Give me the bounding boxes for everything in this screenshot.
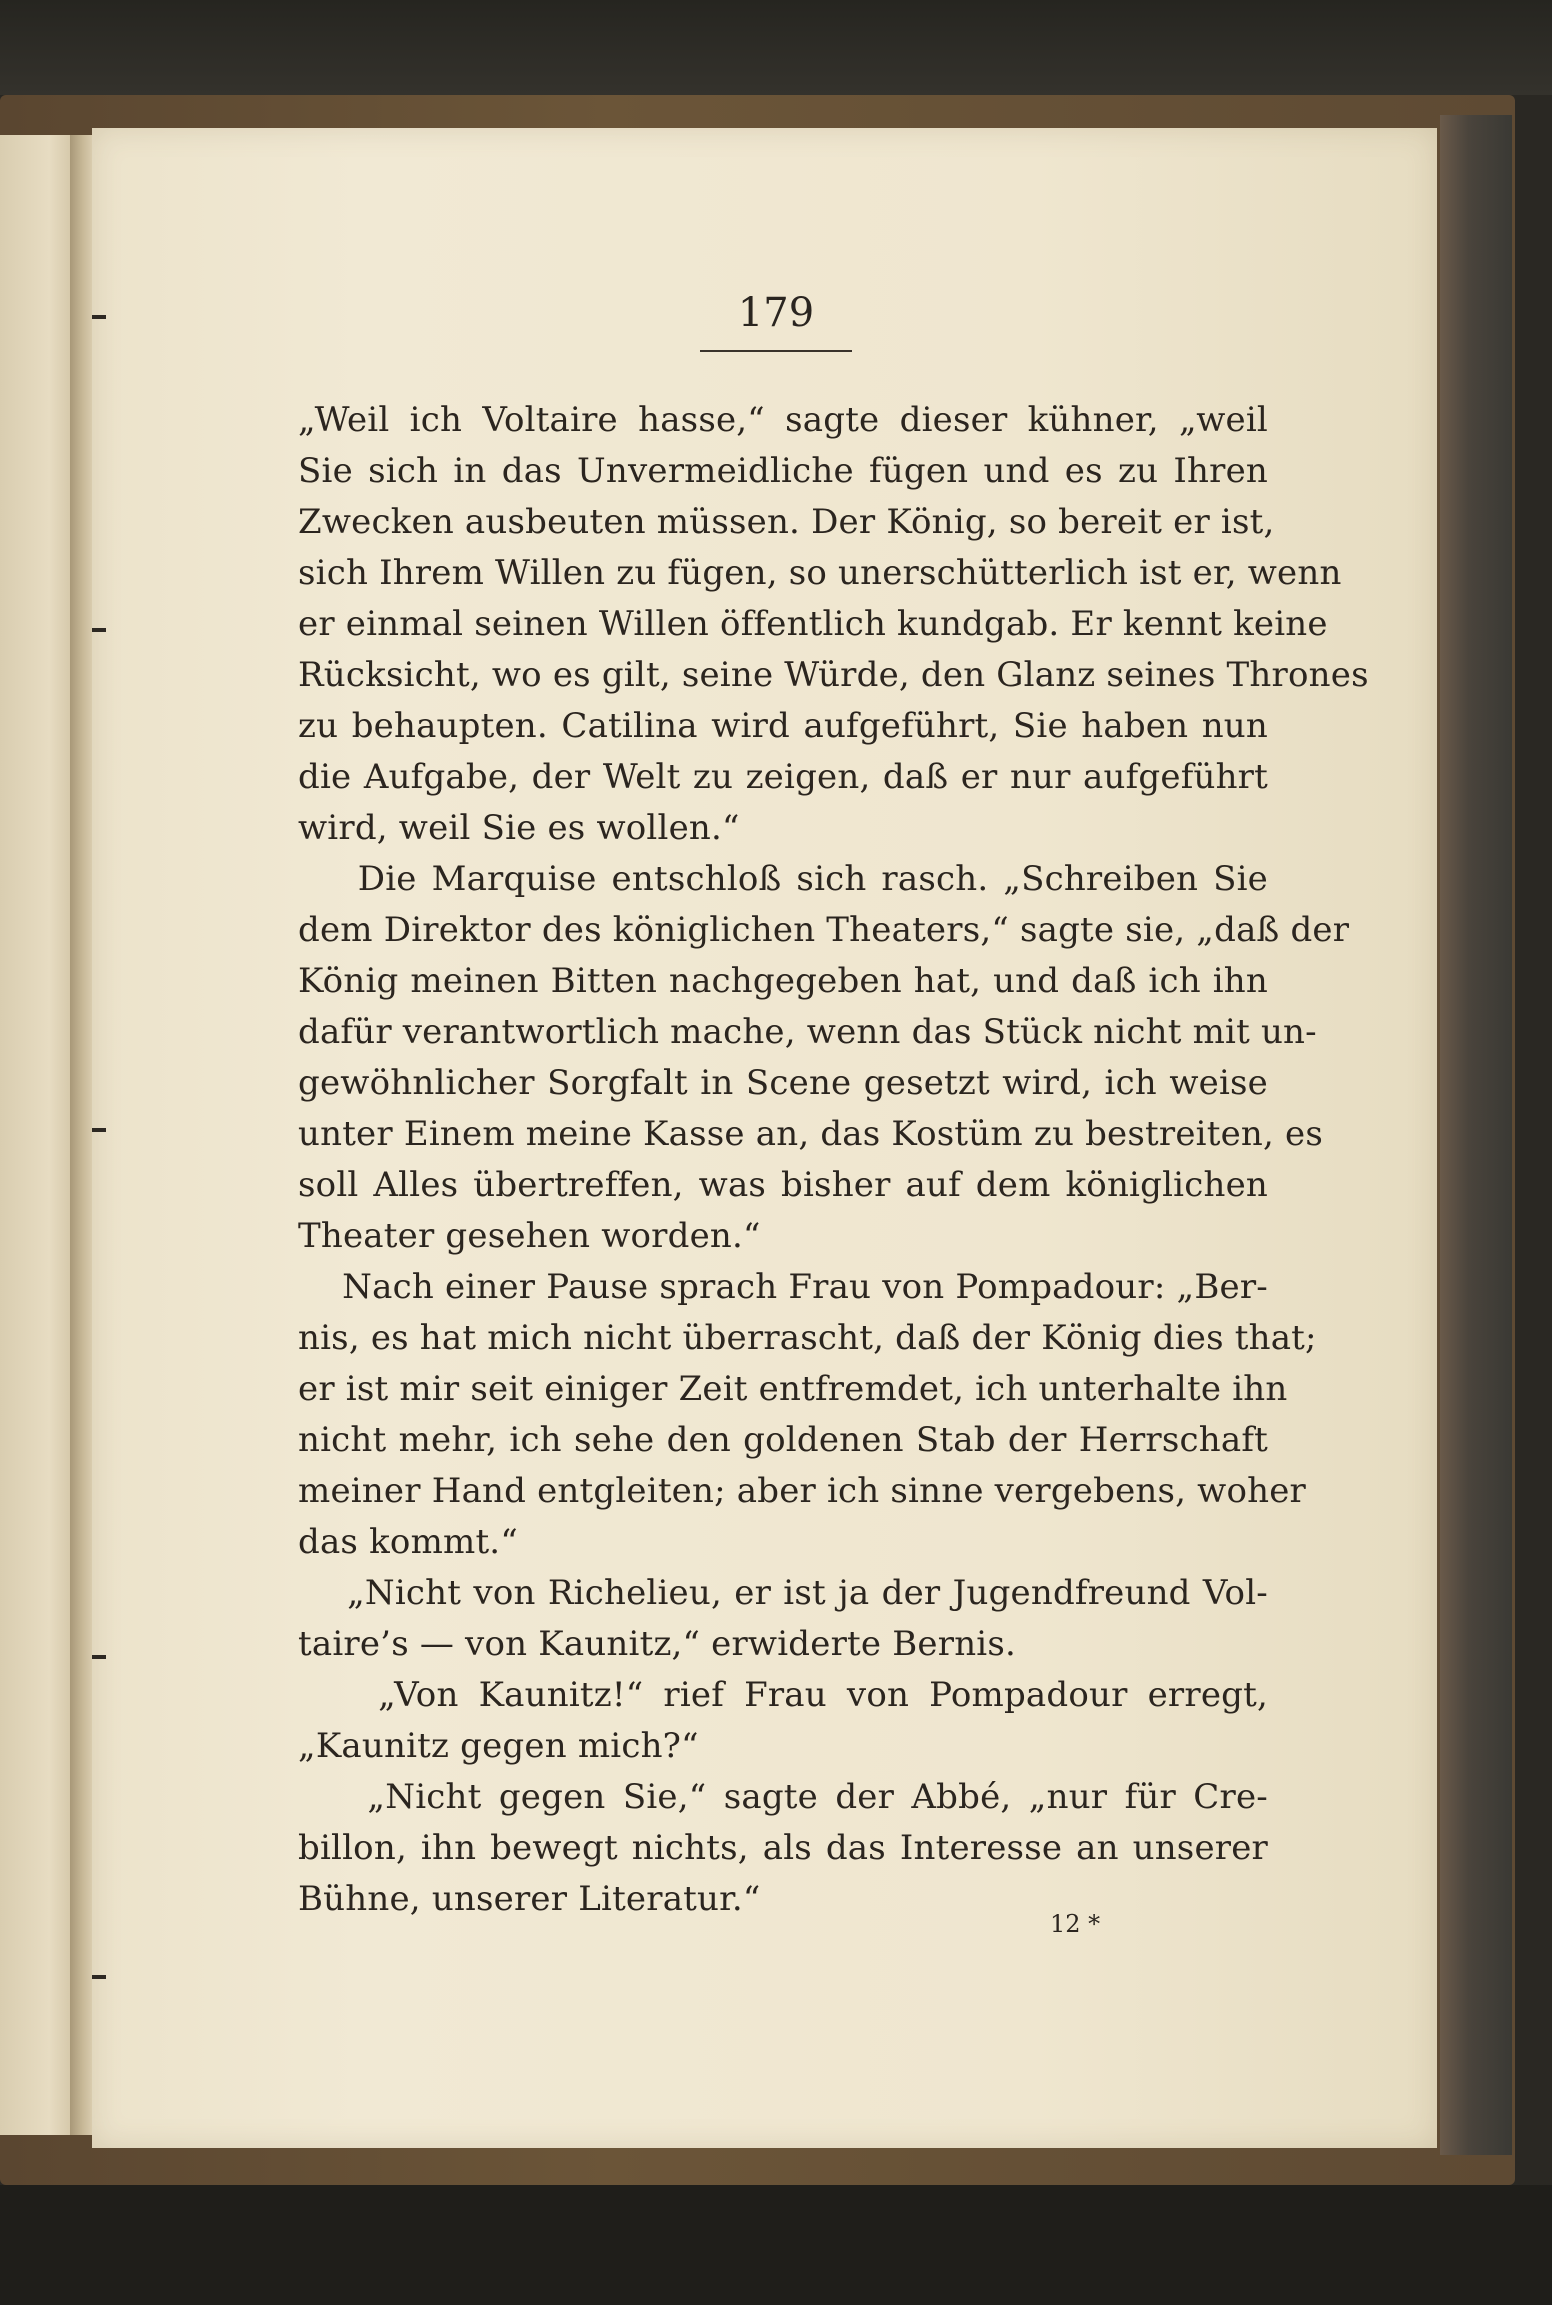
text-line: sich Ihrem Willen zu fügen, so unerschütterlich ist er, wenn	[298, 553, 1342, 593]
page-mark	[92, 1655, 106, 1659]
text-line: dafür verantwortlich mache, wenn das Stück nicht mit un-	[298, 1012, 1317, 1052]
text-line: nicht mehr, ich sehe den goldenen Stab der Herrschaft	[298, 1420, 1268, 1460]
background-bottom	[0, 2185, 1552, 2305]
page-mark	[92, 1128, 106, 1132]
text-line: Theater gesehen worden.“	[298, 1216, 761, 1256]
text-line: taire’s — von Kaunitz,“ erwiderte Bernis.	[298, 1624, 1017, 1664]
text-line: Die Marquise entschloß sich rasch. „Schreiben Sie	[298, 859, 1268, 899]
text-line: „Nicht von Richelieu, er ist ja der Jugendfreund Vol-	[298, 1573, 1268, 1613]
text-line: „Nicht gegen Sie,“ sagte der Abbé, „nur für Cre-	[298, 1777, 1268, 1817]
text-line: unter Einem meine Kasse an, das Kostüm zu bestreiten, es	[298, 1114, 1323, 1154]
text-line: König meinen Bitten nachgegeben hat, und daß ich ihn	[298, 961, 1268, 1001]
text-line: Zwecken ausbeuten müssen. Der König, so bereit er ist,	[298, 502, 1275, 542]
text-line: „Von Kaunitz!“ rief Frau von Pompadour erregt,	[298, 1675, 1268, 1715]
page-number-rule	[700, 350, 852, 352]
text-line: Rücksicht, wo es gilt, seine Würde, den Glanz seines Thrones	[298, 655, 1369, 695]
printer-signature: 12 *	[1050, 1910, 1101, 1938]
page-mark	[92, 628, 106, 632]
text-line: dem Direktor des königlichen Theaters,“ sagte sie, „daß der	[298, 910, 1350, 950]
text-line: wird, weil Sie es wollen.“	[298, 808, 740, 848]
page-mark	[92, 315, 106, 319]
text-line: er ist mir seit einiger Zeit entfremdet, ich unterhalte ihn	[298, 1369, 1288, 1409]
page-mark	[92, 1975, 106, 1979]
text-line: das kommt.“	[298, 1522, 518, 1562]
cover-edge	[1440, 115, 1512, 2155]
text-line: billon, ihn bewegt nichts, als das Interesse an unserer	[298, 1828, 1268, 1868]
text-line: er einmal seinen Willen öffentlich kundgab. Er kennt keine	[298, 604, 1328, 644]
text-line: „Kaunitz gegen mich?“	[298, 1726, 699, 1766]
body-text	[298, 395, 1369, 1925]
text-line: Bühne, unserer Literatur.“	[298, 1879, 761, 1919]
text-line: zu behaupten. Catilina wird aufgeführt, Sie haben nun	[298, 706, 1268, 746]
text-line: Nach einer Pause sprach Frau von Pompadour: „Ber-	[298, 1267, 1268, 1307]
text-line: Sie sich in das Unvermeidliche fügen und es zu Ihren	[298, 451, 1268, 491]
text-line: „Weil ich Voltaire hasse,“ sagte dieser kühner, „weil	[298, 400, 1268, 440]
text-line: soll Alles übertreffen, was bisher auf dem königlichen	[298, 1165, 1268, 1205]
text-line: die Aufgabe, der Welt zu zeigen, daß er nur aufgeführt	[298, 757, 1268, 797]
text-line: meiner Hand entgleiten; aber ich sinne vergebens, woher	[298, 1471, 1307, 1511]
background-top	[0, 0, 1552, 95]
text-line: nis, es hat mich nicht überrascht, daß der König dies that;	[298, 1318, 1317, 1358]
page-number: 179	[737, 290, 815, 336]
text-line: gewöhnlicher Sorgfalt in Scene gesetzt wird, ich weise	[298, 1063, 1268, 1103]
